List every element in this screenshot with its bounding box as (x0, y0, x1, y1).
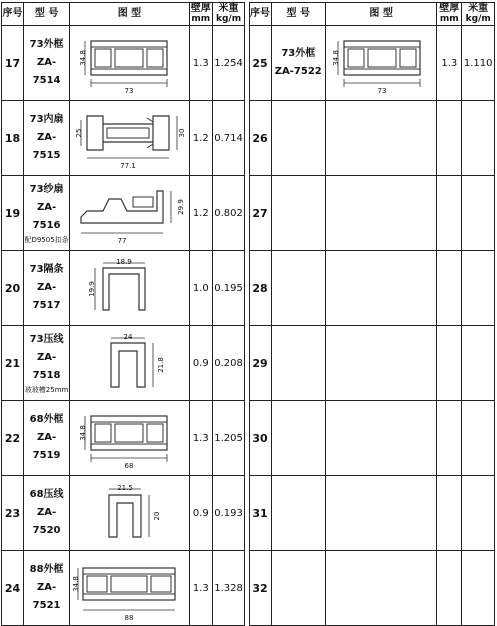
wall-thickness: 1.2 (189, 101, 212, 176)
header-thickness-label-right: 壁厚 (439, 3, 460, 14)
row-number: 24 (2, 551, 24, 626)
dimension-label: 30 (178, 128, 187, 138)
wall-thickness-right: 1.3 (437, 26, 462, 101)
table-row (2, 26, 495, 101)
profile-cross-section (73, 33, 185, 93)
header-weight (212, 3, 245, 26)
profile-drawing (70, 108, 189, 168)
table-row (2, 326, 495, 401)
row-number: 18 (2, 101, 24, 176)
dimension-label: 20 (153, 511, 162, 521)
profile-code: ZA-7522 (274, 66, 322, 77)
profile-figure-cell (70, 176, 190, 251)
unit-weight: 0.193 (212, 476, 245, 551)
profile-code: ZA-7517 (32, 282, 61, 311)
profile-figure-cell-right (326, 401, 437, 476)
wall-thickness-right (437, 401, 462, 476)
profile-cross-section (73, 408, 185, 468)
profile-drawing (70, 183, 189, 243)
dimension-label: 77 (117, 237, 127, 245)
profile-cross-section (73, 333, 185, 393)
dimension-label: 21.8 (157, 357, 166, 373)
table-row (2, 251, 495, 326)
profile-cross-section (73, 183, 185, 243)
dimension-label: 34.8 (79, 425, 88, 441)
unit-weight-right (462, 251, 495, 326)
table-row (2, 476, 495, 551)
profile-name: 73压线 (29, 334, 64, 345)
unit-weight-right (462, 401, 495, 476)
unit-weight-right (462, 476, 495, 551)
dimension-label: 18.9 (116, 258, 133, 266)
profile-cross-section (73, 258, 185, 318)
profile-drawing (326, 33, 436, 93)
header-thickness-label: 壁厚 (190, 3, 211, 14)
profile-code: ZA-7514 (32, 57, 61, 86)
unit-weight-right (462, 551, 495, 626)
dimension-label: 73 (377, 87, 387, 95)
wall-thickness-right (437, 551, 462, 626)
profile-cross-section (72, 558, 185, 622)
model-cell (24, 551, 70, 626)
unit-weight-right (462, 326, 495, 401)
profile-figure-cell (70, 101, 190, 176)
profile-name: 68压线 (29, 489, 64, 500)
dimension-label: 34.8 (332, 50, 341, 66)
model-cell (24, 101, 70, 176)
profile-figure-cell (70, 251, 190, 326)
dimension-label: 24 (123, 333, 133, 341)
dimension-label: 19.9 (88, 281, 97, 297)
header-weight-label: 米重 (218, 3, 239, 14)
unit-weight: 0.208 (212, 326, 245, 401)
model-cell (24, 251, 70, 326)
header-seq-right: 序号 (249, 3, 271, 26)
profile-name: 88外框 (29, 564, 64, 575)
profile-code: ZA-7518 (32, 352, 61, 381)
profile-name: 73外框 (29, 39, 64, 50)
header-weight-label-right: 米重 (468, 3, 489, 14)
row-number-right: 28 (249, 251, 271, 326)
wall-thickness: 1.3 (189, 26, 212, 101)
profile-drawing (70, 483, 189, 543)
profile-drawing (70, 333, 189, 393)
wall-thickness-right (437, 476, 462, 551)
profile-cross-section (326, 33, 438, 93)
unit-weight: 0.714 (212, 101, 245, 176)
row-number-right: 32 (249, 551, 271, 626)
row-number: 21 (2, 326, 24, 401)
header-weight-unit-right: kg/m (465, 14, 491, 24)
profile-drawing (70, 408, 189, 468)
table-row (2, 401, 495, 476)
row-number-right: 25 (249, 26, 271, 101)
row-number-right: 29 (249, 326, 271, 401)
model-cell-right (271, 251, 326, 326)
unit-weight: 1.254 (212, 26, 245, 101)
profile-figure-cell (70, 326, 190, 401)
model-cell-right (271, 326, 326, 401)
wall-thickness-right (437, 101, 462, 176)
profile-catalog-table (1, 2, 495, 626)
model-cell (24, 401, 70, 476)
unit-weight-right (462, 176, 495, 251)
profile-note: 玻玻槽25mm (24, 386, 69, 394)
profile-code: ZA-7516 (32, 202, 61, 231)
profile-drawing (70, 258, 189, 318)
model-cell (24, 326, 70, 401)
profile-figure-cell-right (326, 476, 437, 551)
dimension-label: 25 (75, 128, 84, 138)
wall-thickness: 1.0 (189, 251, 212, 326)
model-cell-right (271, 176, 326, 251)
dimension-label: 68 (124, 462, 134, 470)
table-row (2, 176, 495, 251)
unit-weight: 0.802 (212, 176, 245, 251)
wall-thickness: 0.9 (189, 476, 212, 551)
profile-figure-cell-right (326, 551, 437, 626)
header-thickness-right (437, 3, 462, 26)
row-number: 22 (2, 401, 24, 476)
header-thickness-unit: mm (191, 14, 211, 24)
wall-thickness-right (437, 326, 462, 401)
dimension-label: 21.5 (117, 484, 134, 492)
header-row (2, 3, 495, 26)
dimension-label: 34.8 (72, 576, 81, 592)
unit-weight: 0.195 (212, 251, 245, 326)
row-number-right: 31 (249, 476, 271, 551)
profile-name: 68外框 (29, 414, 64, 425)
wall-thickness: 0.9 (189, 326, 212, 401)
profile-name: 73纱扇 (29, 184, 64, 195)
profile-figure-cell-right (326, 26, 437, 101)
profile-name: 73隔条 (29, 264, 64, 275)
table-row (2, 551, 495, 626)
profile-name: 73外框 (281, 48, 316, 59)
model-cell (24, 26, 70, 101)
header-weight-right (462, 3, 495, 26)
wall-thickness: 1.3 (189, 401, 212, 476)
profile-figure-cell (70, 26, 190, 101)
dimension-label: 77.1 (120, 162, 137, 170)
header-weight-unit: kg/m (216, 14, 242, 24)
row-number: 20 (2, 251, 24, 326)
unit-weight: 1.205 (212, 401, 245, 476)
profile-figure-cell (70, 551, 190, 626)
model-cell-right (271, 26, 326, 101)
header-model: 型 号 (24, 3, 70, 26)
row-number-right: 30 (249, 401, 271, 476)
profile-figure-cell (70, 476, 190, 551)
profile-cross-section (73, 483, 185, 543)
profile-cross-section (73, 108, 185, 168)
model-cell (24, 476, 70, 551)
unit-weight-right: 1.110 (462, 26, 495, 101)
header-figure-right: 图 型 (326, 3, 437, 26)
header-model-right: 型 号 (271, 3, 326, 26)
profile-figure-cell (70, 401, 190, 476)
profile-figure-cell-right (326, 326, 437, 401)
unit-weight: 1.328 (212, 551, 245, 626)
profile-drawing (70, 33, 189, 93)
header-thickness-unit-right: mm (439, 14, 459, 24)
header-figure: 图 型 (70, 3, 190, 26)
profile-code: ZA-7519 (32, 432, 61, 461)
profile-name: 73内扇 (29, 114, 64, 125)
header-thickness (189, 3, 212, 26)
model-cell (24, 176, 70, 251)
row-number: 17 (2, 26, 24, 101)
table-row (2, 101, 495, 176)
model-cell-right (271, 101, 326, 176)
wall-thickness: 1.3 (189, 551, 212, 626)
profile-code: ZA-7515 (32, 132, 61, 161)
dimension-label: 29.9 (177, 199, 186, 215)
header-seq: 序号 (2, 3, 24, 26)
profile-figure-cell-right (326, 176, 437, 251)
row-number-right: 26 (249, 101, 271, 176)
profile-code: ZA-7521 (32, 582, 61, 611)
wall-thickness-right (437, 176, 462, 251)
unit-weight-right (462, 101, 495, 176)
model-cell-right (271, 551, 326, 626)
wall-thickness: 1.2 (189, 176, 212, 251)
row-number: 23 (2, 476, 24, 551)
profile-figure-cell-right (326, 101, 437, 176)
dimension-label: 88 (124, 614, 134, 622)
row-number: 19 (2, 176, 24, 251)
profile-figure-cell-right (326, 251, 437, 326)
dimension-label: 73 (124, 87, 134, 95)
model-cell-right (271, 401, 326, 476)
profile-drawing (70, 558, 189, 622)
profile-note: 配D9505扣条 (24, 236, 69, 244)
model-cell-right (271, 476, 326, 551)
dimension-label: 34.8 (79, 50, 88, 66)
profile-code: ZA-7520 (32, 507, 61, 536)
row-number-right: 27 (249, 176, 271, 251)
wall-thickness-right (437, 251, 462, 326)
